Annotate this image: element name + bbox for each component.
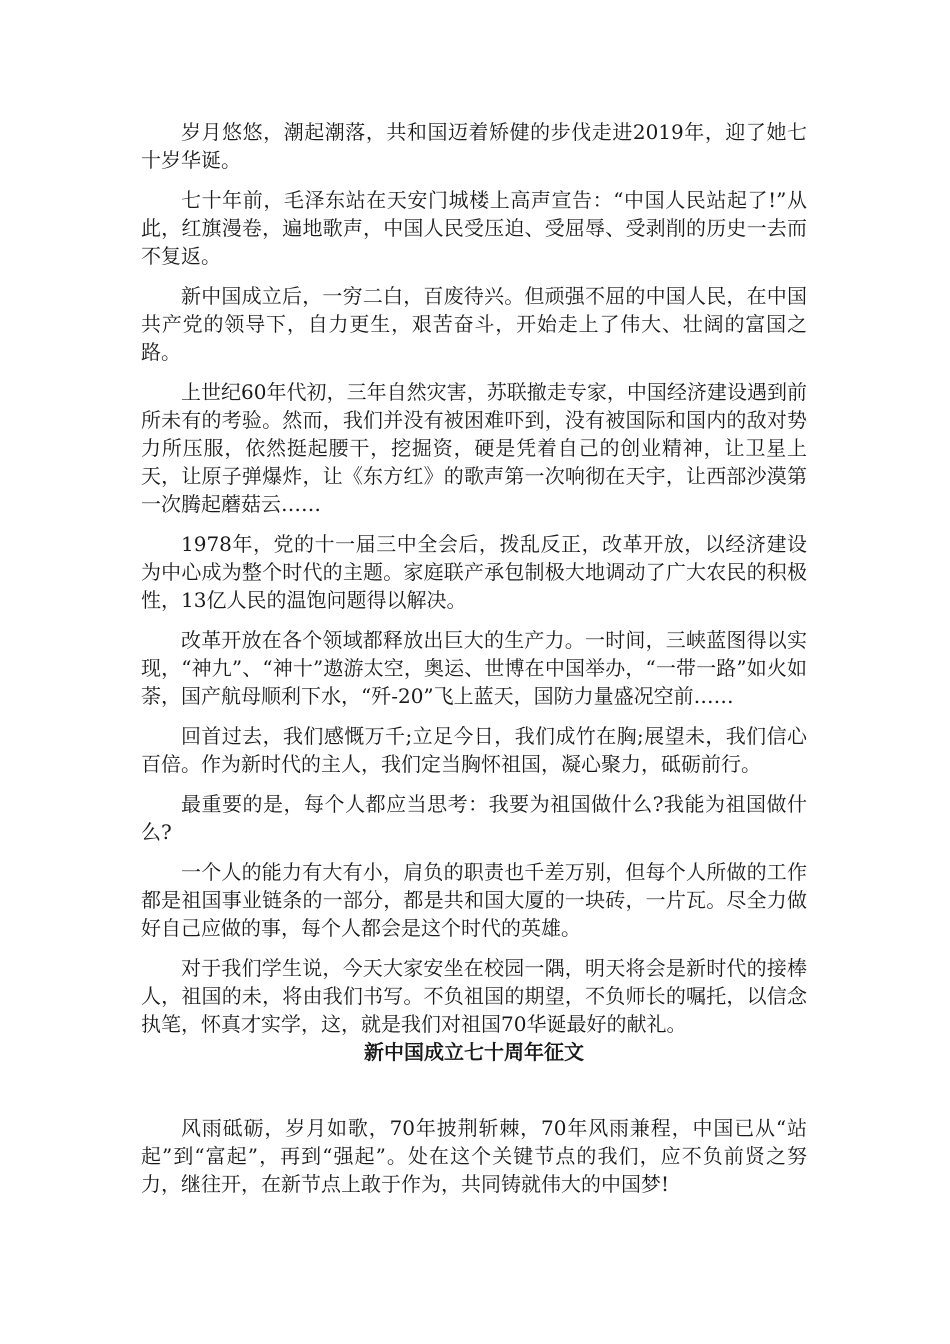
paragraph-8: 最重要的是，每个人都应当思考：我要为祖国做什么?我能为祖国做什么? — [141, 792, 807, 844]
section-heading: 新中国成立七十周年征文 — [364, 1040, 584, 1064]
paragraph-3: 新中国成立后，一穷二白，百废待兴。但顽强不屈的中国人民，在中国共产党的领导下，自力更生，艰苦奋斗，开始走上了伟大、壮阔的富国之路。 — [141, 284, 807, 364]
paragraph-6: 改革开放在各个领域都释放出巨大的生产力。一时间，三峡蓝图得以实现，“神九”、“神十”遨游太空，奥运、世博在中国举办，“一带一路”如火如荼，国产航母顺利下水，“歼-20”飞上蓝天，国防力量盛况空前…… — [141, 628, 807, 708]
paragraph-9: 一个人的能力有大有小，肩负的职责也千差万别，但每个人所做的工作都是祖国事业链条的一部分，都是共和国大厦的一块砖，一片瓦。尽全力做好自己应做的事，每个人都会是这个时代的英雄。 — [141, 860, 807, 940]
paragraph-5: 1978年，党的十一届三中全会后，拨乱反正，改革开放，以经济建设为中心成为整个时代的主题。家庭联产承包制极大地调动了广大农民的积极性，13亿人民的温饱问题得以解决。 — [141, 532, 807, 612]
paragraph-1: 岁月悠悠，潮起潮落，共和国迈着矫健的步伐走进2019年，迎了她七十岁华诞。 — [141, 120, 807, 172]
document-body — [141, 118, 807, 1210]
closing-paragraph: 风雨砥砺，岁月如歌，70年披荆斩棘，70年风雨兼程，中国已从“站起”到“富起”，再到“强起”。处在这个关键节点的我们，应不负前贤之努力，继往开，在新节点上敢于作为，共同铸就伟大的中国梦! — [141, 1116, 807, 1196]
paragraph-10: 对于我们学生说，今天大家安坐在校园一隅，明天将会是新时代的接棒人，祖国的未，将由我们书写。不负祖国的期望，不负师长的嘱托，以信念执笔，怀真才实学，这，就是我们对祖国70华诞最好的献礼。 — [141, 956, 807, 1036]
paragraph-4: 上世纪60年代初，三年自然灾害，苏联撤走专家，中国经济建设遇到前所未有的考验。然而，我们并没有被困难吓到，没有被国际和国内的敌对势力所压服，依然挺起腰干，挖掘资，硬是凭着自己的创业精神，让卫星上天，让原子弹爆炸，让《东方红》的歌声第一次响彻在天宇，让西部沙漠第一次腾起蘑菇云…… — [141, 380, 807, 516]
paragraph-7: 回首过去，我们感慨万千;立足今日，我们成竹在胸;展望未，我们信心百倍。作为新时代的主人，我们定当胸怀祖国，凝心聚力，砥砺前行。 — [141, 724, 807, 776]
paragraph-2: 七十年前，毛泽东站在天安门城楼上高声宣告：“中国人民站起了!”从此，红旗漫卷，遍地歌声，中国人民受压迫、受屈辱、受剥削的历史一去而不复返。 — [141, 188, 807, 268]
